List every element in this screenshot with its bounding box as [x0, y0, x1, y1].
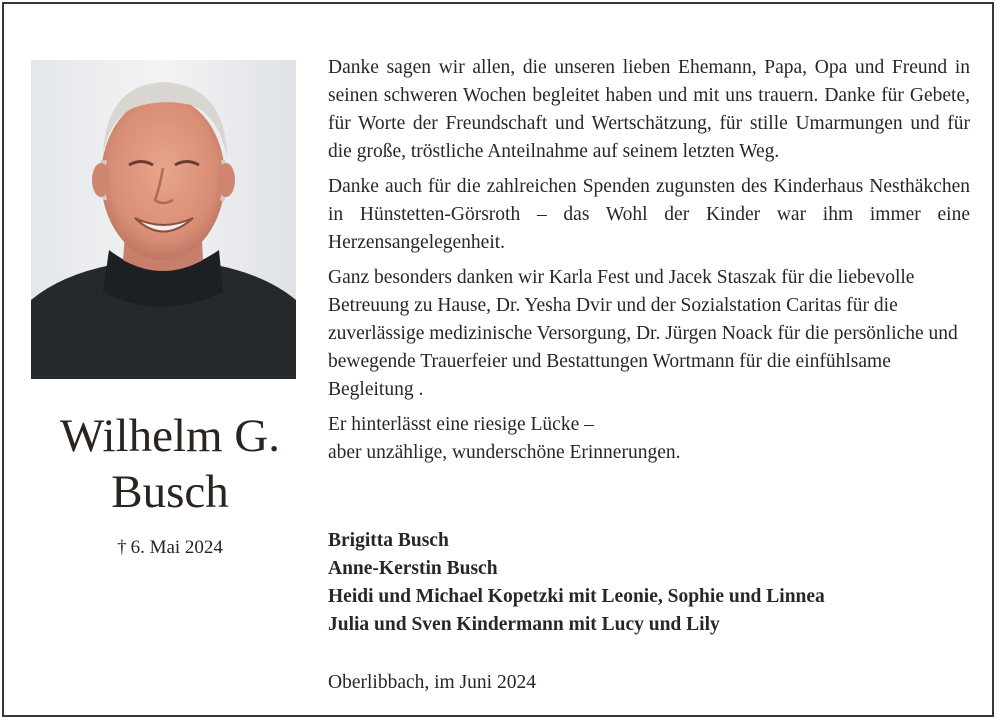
portrait-icon — [31, 60, 296, 379]
death-date: 6. Mai 2024 — [130, 537, 223, 558]
name-line-2: Busch — [111, 466, 229, 518]
deceased-name — [0, 408, 340, 520]
signer: Julia und Sven Kindermann mit Lucy und Lily — [328, 614, 720, 635]
closing-line-2: aber unzählige, wunderschöne Erinnerungen. — [328, 442, 681, 463]
message-paragraph-1: Danke sagen wir allen, die unseren lieben Ehemann, Papa, Opa und Freund in seinen schweren Wochen begleitet haben und mit uns trauern. Danke für Gebete, für Worte der Freundschaft und Wertschätzung, für stille Umarmungen und für die große, tröstliche Anteilnahme auf seinem letzten Weg. — [328, 57, 970, 162]
portrait-photo — [31, 60, 296, 379]
message-paragraph-3: Ganz besonders danken wir Karla Fest und Jacek Staszak für die liebevolle Betreuung zu Hause, Dr. Yesha Dvir und der Sozialstation Caritas für die zuverlässige medizinische Versorgung, Dr. Jürgen Noack für die persönliche und bewegende Trauerfeier und Bestattungen Wortmann für die einfühlsame Begleitung . — [328, 267, 958, 400]
place-date: Oberlibbach, im Juni 2024 — [328, 672, 536, 693]
closing-quote — [328, 411, 970, 467]
signers-list — [328, 527, 968, 639]
name-line-1: Wilhelm G. — [59, 410, 280, 462]
death-date-line — [0, 537, 340, 559]
signer: Brigitta Busch — [328, 530, 449, 551]
cross-icon: † — [117, 537, 127, 558]
thank-you-message — [328, 54, 970, 467]
signer: Heidi und Michael Kopetzki mit Leonie, Sophie und Linnea — [328, 586, 825, 607]
signer: Anne-Kerstin Busch — [328, 558, 498, 579]
message-paragraph-2: Danke auch für die zahlreichen Spenden zugunsten des Kinderhaus Nesthäkchen in Hünstetten-Görsroth – das Wohl der Kinder war ihm immer eine Herzensangelegenheit. — [328, 176, 970, 253]
closing-line-1: Er hinterlässt eine riesige Lücke – — [328, 414, 594, 435]
